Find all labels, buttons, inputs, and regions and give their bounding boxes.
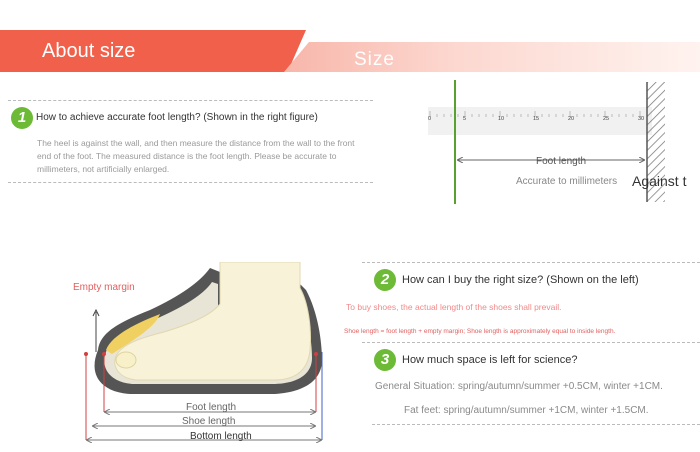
divider — [362, 262, 700, 263]
step-3-badge: 3 — [374, 349, 396, 371]
ruler-tick-label: 5 — [463, 116, 467, 122]
ruler-tick-label: 10 — [498, 116, 505, 122]
section-2-rule-1: To buy shoes, the actual length of the shoes shall prevail. — [346, 302, 562, 312]
step-2-badge: 2 — [374, 269, 396, 291]
wall-label: Against t — [632, 173, 687, 189]
section-2-rule-2: Shoe length = foot length + empty margin; Shoe length is approximately equal to inside length. — [344, 328, 616, 335]
fat-feet-text: Fat feet: spring/autumn/summer +1CM, winter +1.5CM. — [404, 405, 649, 416]
header-banner — [0, 30, 700, 72]
shoe-length-label: Shoe length — [182, 416, 236, 427]
divider — [8, 100, 373, 101]
foot-ruler-diagram — [420, 80, 700, 205]
divider — [372, 424, 700, 425]
ruler-tick-label: 30 — [638, 116, 645, 122]
section-1-question: How to achieve accurate foot length? (Shown in the right figure) — [36, 112, 318, 123]
section-1-description: The heel is against the wall, and then measure the distance from the wall to the front end of the foot. The measured distance is the foot length. Please be accurate to millimeters, not artificially enlarged. — [37, 138, 355, 174]
divider — [8, 182, 373, 183]
empty-margin-label: Empty margin — [73, 282, 135, 293]
ruler-tick-label: 20 — [568, 116, 575, 122]
ruler-tick-label: 25 — [603, 116, 610, 122]
banner-title: About size — [42, 40, 136, 62]
general-situation-text: General Situation: spring/autumn/summer +0.5CM, winter +1CM. — [375, 381, 663, 392]
divider — [362, 342, 700, 343]
accuracy-label: Accurate to millimeters — [516, 176, 618, 187]
ruler-foot-length-label: Foot length — [536, 156, 587, 167]
banner-right-band — [284, 42, 700, 72]
banner-subtitle: Size — [354, 49, 395, 70]
section-2-question: How can I buy the right size? (Shown on the left) — [402, 274, 639, 286]
ruler-tick-label: 15 — [533, 116, 540, 122]
foot-length-label: Foot length — [186, 402, 237, 413]
bottom-length-label: Bottom length — [190, 431, 252, 442]
ruler-tick-label: 0 — [428, 116, 432, 122]
toe — [116, 352, 136, 368]
step-1-badge: 1 — [11, 107, 33, 129]
ruler-strip — [428, 107, 652, 135]
section-3-question: How much space is left for science? — [402, 354, 578, 366]
